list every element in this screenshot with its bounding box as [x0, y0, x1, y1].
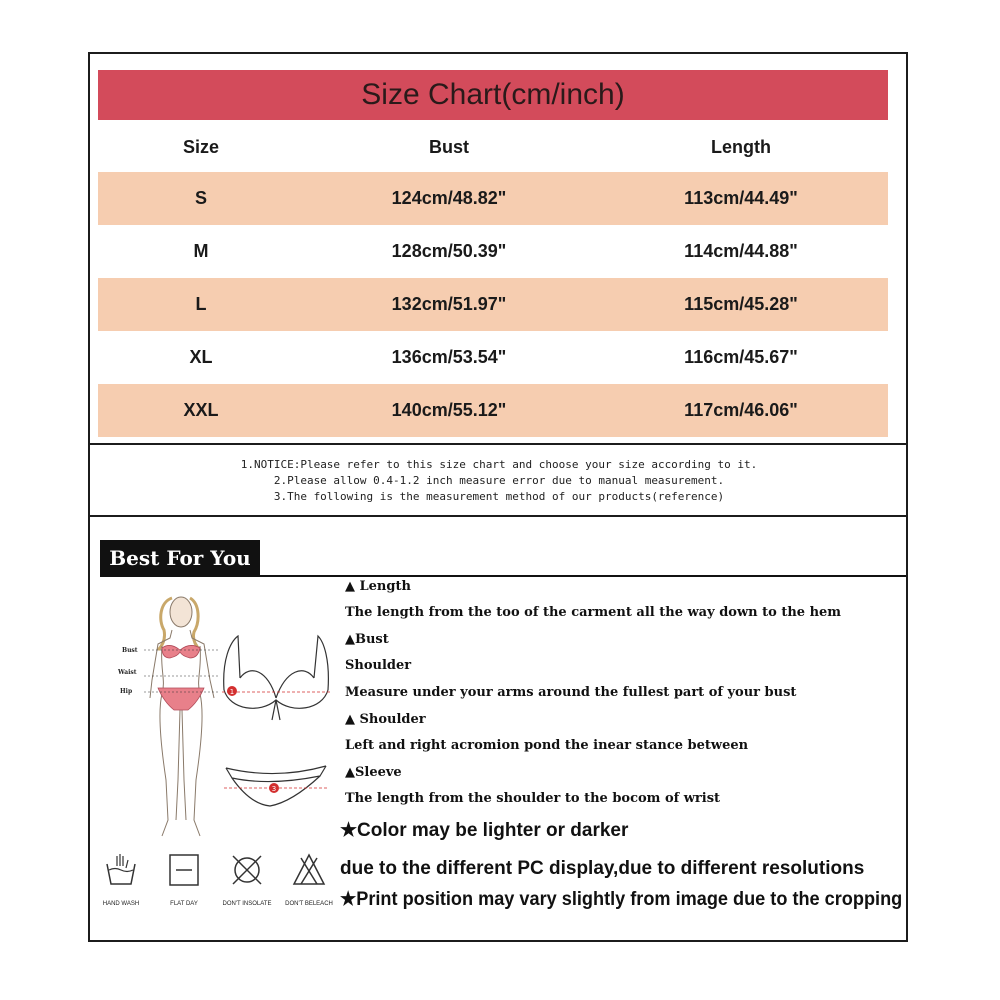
divider-line [90, 443, 908, 445]
cell-length: 114cm/44.88" [684, 241, 798, 261]
cell-bust: 140cm/55.12" [391, 400, 507, 420]
notice-block [90, 457, 908, 505]
table-row [98, 225, 888, 278]
header-size: Size [182, 136, 220, 157]
desc-sleeve-heading: ▲Sleeve [345, 765, 402, 780]
do-not-bleach-icon [291, 852, 327, 888]
note-display: due to the different PC display,due to different resolutions [340, 858, 865, 879]
care-flat-dry [149, 852, 219, 907]
desc-bust-text: Measure under your arms around the fullest part of your bust [345, 685, 797, 700]
care-do-not-insolate [212, 852, 282, 907]
hip-marker-number: 3 [271, 785, 277, 793]
hand-wash-label: HAND WASH [102, 901, 140, 907]
desc-shoulder-word: Shoulder [345, 658, 412, 673]
cell-size: L [195, 294, 207, 314]
chart-title: Size Chart(cm/inch) [98, 70, 888, 120]
desc-sleeve-text: The length from the shoulder to the bocom of wrist [345, 791, 721, 806]
model-figure [150, 597, 214, 836]
flat-dry-icon [166, 852, 202, 888]
cell-length: 113cm/44.49" [684, 188, 798, 208]
cell-bust: 136cm/53.54" [391, 347, 507, 367]
measurement-illustration [100, 580, 340, 842]
cell-length: 116cm/45.67" [684, 347, 798, 367]
do-not-insolate-icon [229, 852, 265, 888]
size-table [98, 122, 888, 437]
note-color: ★Color may be lighter or darker [340, 820, 629, 841]
desc-length-heading: ▲ Length [345, 579, 411, 594]
table-row [98, 172, 888, 225]
care-do-not-bleach [274, 852, 344, 907]
hand-wash-icon [103, 852, 139, 888]
divider-line [90, 515, 908, 517]
bikini-top-figure [162, 645, 200, 658]
bikini-bottom-figure [158, 688, 204, 710]
cell-bust: 132cm/51.97" [391, 294, 507, 314]
cell-size: M [193, 241, 209, 261]
table-row [98, 384, 888, 437]
cell-length: 115cm/45.28" [684, 294, 798, 314]
flat-dry-label: FLAT DAY [170, 901, 198, 907]
bust-label: Bust [122, 647, 138, 654]
table-row [98, 278, 888, 331]
cell-bust: 124cm/48.82" [391, 188, 507, 208]
header-bust: Bust [429, 136, 469, 157]
do-not-bleach-label: DON'T BELEACH [285, 901, 333, 907]
header-length: Length [711, 136, 771, 157]
notice-line: 3.The following is the measurement method of our products(reference) [273, 490, 725, 503]
cell-size: XXL [183, 400, 219, 420]
desc-shoulder-text: Left and right acromion pond the inear stance between [345, 738, 749, 753]
hip-label: Hip [120, 688, 133, 695]
bra-diagram [224, 636, 329, 720]
bust-marker-number: 1 [229, 688, 235, 696]
note-print-position: ★Print position may vary slightly from image due to the cropping [340, 889, 903, 910]
table-row [98, 331, 888, 384]
waist-label: Waist [118, 669, 137, 676]
desc-shoulder-heading: ▲ Shoulder [345, 712, 426, 727]
care-hand-wash [86, 852, 156, 907]
cell-bust: 128cm/50.39" [391, 241, 507, 261]
best-for-you-tag: Best For You [100, 540, 260, 576]
desc-bust-heading: ▲Bust [345, 632, 389, 647]
notice-line: 2.Please allow 0.4-1.2 inch measure error due to manual measurement. [273, 474, 725, 487]
cell-size: XL [189, 347, 213, 367]
notice-line: 1.NOTICE:Please refer to this size chart and choose your size according to it. [240, 458, 758, 471]
table-header-row [98, 122, 888, 172]
desc-length-text: The length from the too of the carment all the way down to the hem [345, 605, 842, 620]
cell-size: S [194, 188, 207, 208]
best-underline [100, 575, 906, 577]
do-not-insolate-label: DON'T INSOLATE [222, 901, 272, 907]
cell-length: 117cm/46.06" [684, 400, 798, 420]
